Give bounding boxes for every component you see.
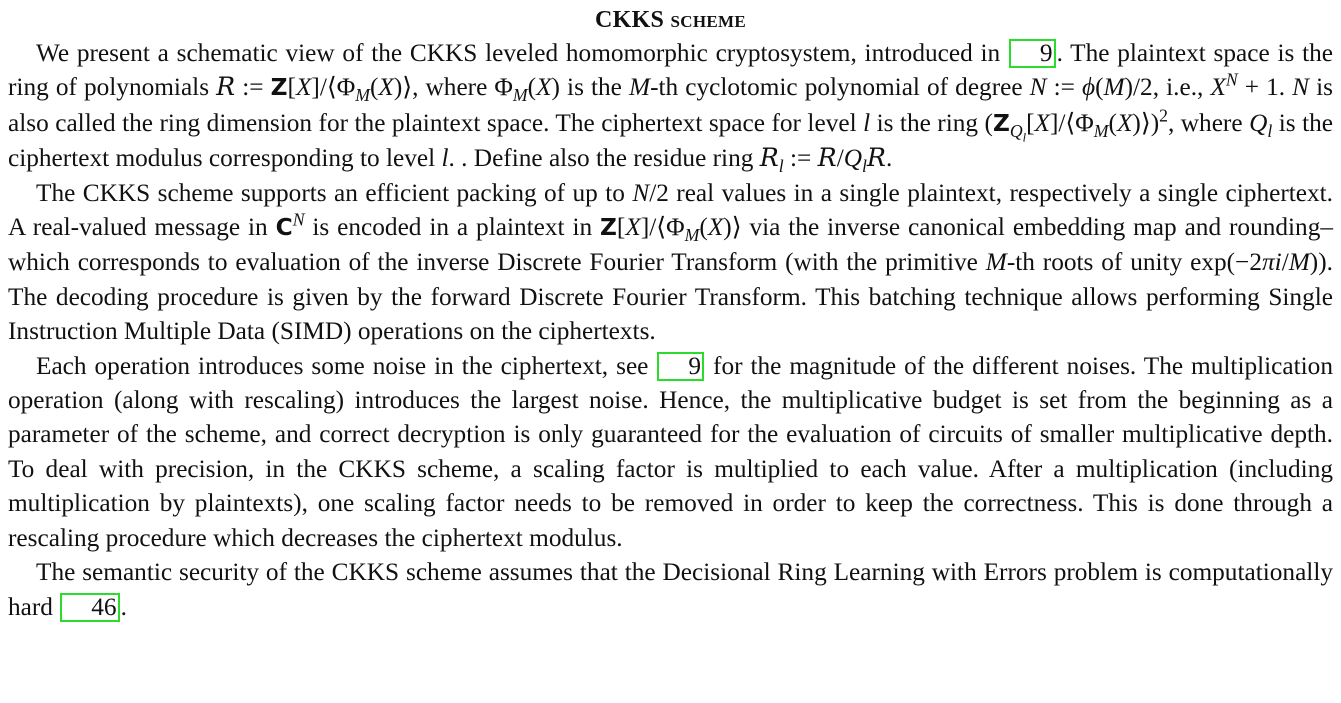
math-roots: exp(−2πi/M) [1190, 248, 1319, 277]
math-level: l [441, 144, 449, 173]
math-residue-ring: $R_l$ := $R/Q_lR$. [759, 143, 893, 177]
math-cn: $C^N$ [275, 209, 305, 242]
paragraph-2: The CKKS scheme supports an efficient packing of up to N/2 real values in a single plaintext, respectively a single ciphertext. A real-valued message in $C^N$ is encoded in a plaintext in $Z[X]/⟨\Phi_M(X)⟩$ via the inverse canonical embedding map and rounding–which corresponds to evaluation of the inverse Discrete Fourier Transform (with the primitive M-th roots of unity exp(−2πi/M)). The decoding procedure is given by the forward Discrete Fourier Transform. This batching technique allows performing Single Instruction Multiple Data (SIMD) operations on the ciphertexts. [8, 178, 1333, 346]
paragraph-1: We present a schematic view of the CKKS leveled homomorphic cryptosystem, introduced in 9 . The plaintext space is the ring of polynomials R := $Z[X]/⟨\Phi_M(X)⟩$, where $\Phi_M(X)$ is the M-th cyclotomic polynomial of degree N := ϕ(M)/2, i.e., $X^N + 1$. N is also called the ring dimension for the plaintext space. The ciphertext space for level l is the ring $(Z_{Q_l}[X]/⟨\Phi_M(X)⟩)^2$, where $Q_l$ is the ciphertext modulus corresponding to level l. . Define also the residue ring $R_l$ := $R/Q_lR$. [8, 39, 1333, 177]
section-heading [8, 4, 1333, 36]
heading-main: CKKS [594, 7, 665, 33]
math-xn: $X^N + 1$. N [1210, 69, 1310, 102]
math-ciphertext-ring: $(Z_{Q_l}[X]/⟨\Phi_M(X)⟩)^2$ [984, 105, 1168, 145]
citation-link[interactable]: 9 [657, 352, 704, 381]
math-ring-definition: R := $Z[X]/⟨\Phi_M(X)⟩$ [216, 72, 413, 106]
citation-link[interactable]: 9 [1009, 39, 1056, 68]
math-level: l [863, 108, 871, 137]
math-degree: N := ϕ(M)/2 [1029, 73, 1153, 102]
citation-link[interactable]: 46 [60, 593, 119, 622]
heading-small-caps: scheme [670, 7, 746, 33]
paragraph-3: Each operation introduces some noise in the ciphertext, see 9 for the magnitude of the different noises. The multiplication operation (along with rescaling) introduces the largest noise. Hence, the multiplicative budget is set from the beginning as a parameter of the scheme, and correct decryption is only guaranteed for the evaluation of circuits of smaller multiplicative depth. To deal with precision, in the CKKS scheme, a scaling factor is multiplied to each value. After a multiplication (including multiplication by plaintexts), one scaling factor needs to be removed in order to keep the correctness. This is done through a rescaling procedure which decreases the ciphertext modulus. [8, 351, 1333, 552]
math-ql: $Q_l$ [1249, 108, 1273, 141]
math-m: M [629, 73, 651, 102]
math-n-half: N/2 [632, 178, 669, 207]
math-plaintext-ring: $Z[X]/⟨\Phi_M(X)⟩$ [600, 213, 742, 246]
math-cyclotomic: $\Phi_M(X)$ [494, 73, 560, 106]
math-m: M [985, 248, 1007, 277]
paragraph-4: The semantic security of the CKKS scheme assumes that the Decisional Ring Learning with Errors problem is computationally hard 46 . [8, 558, 1333, 621]
